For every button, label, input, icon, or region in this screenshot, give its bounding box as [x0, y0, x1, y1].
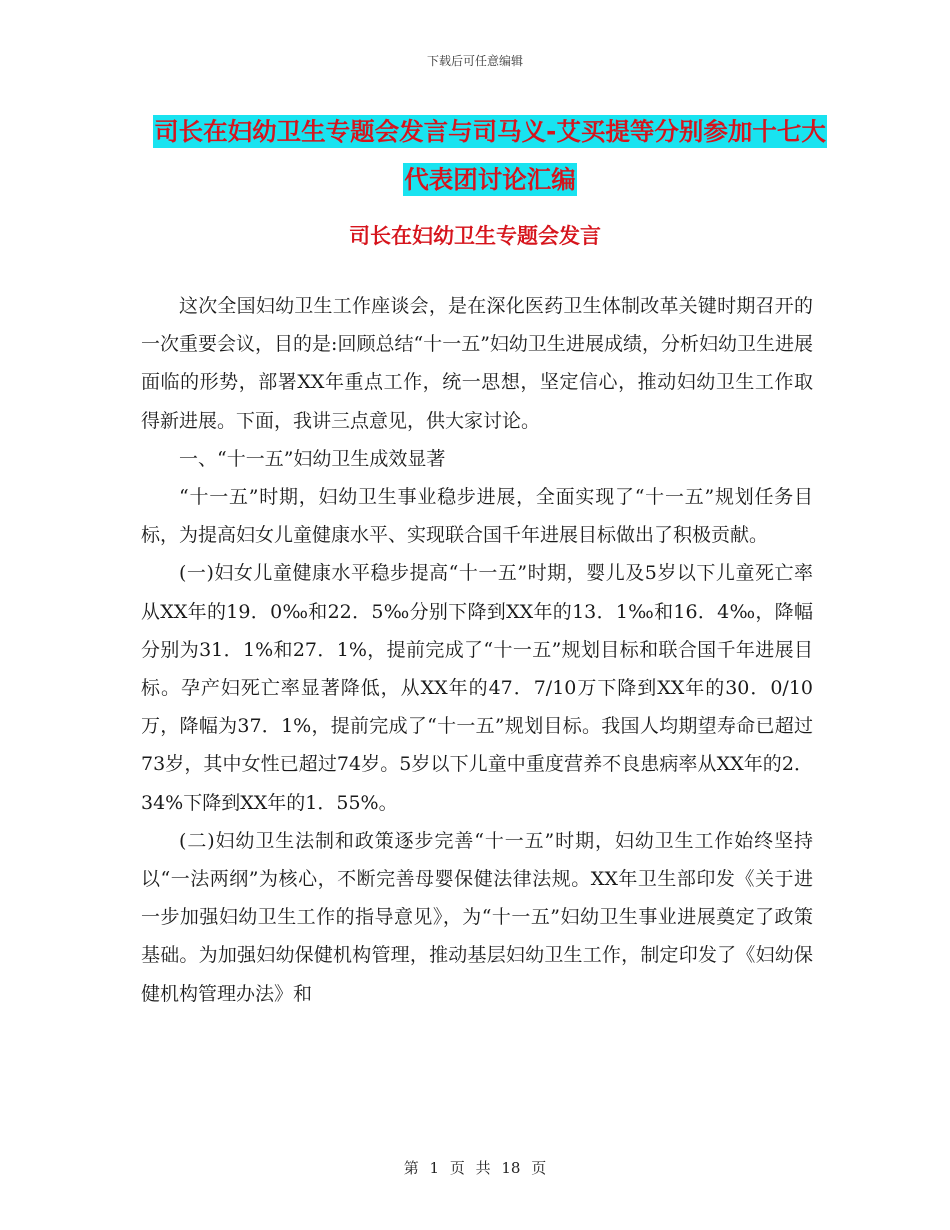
document-title — [145, 108, 835, 204]
page-header-note: 下载后可任意编辑 — [426, 54, 523, 68]
document-body — [141, 287, 813, 1013]
paragraph-intro: 这次全国妇幼卫生工作座谈会，是在深化医药卫生体制改革关键时期召开的一次重要会议，目的是:回顾总结“十一五”妇幼卫生进展成绩，分析妇幼卫生进展面临的形势，部署XX年重点工作，统一思想，坚定信心，推动妇幼卫生工作取得新进展。下面，我讲三点意见，供大家讨论。 — [141, 295, 813, 432]
document-title-text: 司长在妇幼卫生专题会发言与司马义-艾买提等分别参加十七大代表团讨论汇编 — [154, 117, 826, 194]
paragraph-health-level: (一)妇女儿童健康水平稳步提高“十一五”时期，婴儿及5岁以下儿童死亡率从XX年的19．0‰和22．5‰分别下降到XX年的13．1‰和16．4‰，降幅分别为31．1%和27．1%，提前完成了“十一五”规划目标和联合国千年进展目标。孕产妇死亡率显著降低，从XX年的47．7/10万下降到XX年的30．0/10万，降幅为37．1%，提前完成了“十一五”规划目标。我国人均期望寿命已超过73岁，其中女性已超过74岁。5岁以下儿童中重度营养不良患病率从XX年的2．34%下降到XX年的1．55%。 — [141, 562, 813, 814]
paragraph-heading-1: 一、“十一五”妇幼卫生成效显著 — [179, 447, 446, 470]
paragraph-summary: “十一五”时期，妇幼卫生事业稳步进展，全面实现了“十一五”规划任务目标，为提高妇女儿童健康水平、实现联合国千年进展目标做出了积极贡献。 — [141, 486, 813, 547]
section-title: 司长在妇幼卫生专题会发言 — [349, 224, 601, 248]
paragraph-policy: (二)妇幼卫生法制和政策逐步完善“十一五”时期，妇幼卫生工作始终坚持以“一法两纲”为核心，不断完善母婴保健法律法规。XX年卫生部印发《关于进一步加强妇幼卫生工作的指导意见》，为“十一五”妇幼卫生事业进展奠定了政策基础。为加强妇幼保健机构管理，推动基层妇幼卫生工作，制定印发了《妇幼保健机构管理办法》和 — [141, 829, 813, 1005]
page-number: 第 1 页 共 18 页 — [403, 1159, 547, 1177]
